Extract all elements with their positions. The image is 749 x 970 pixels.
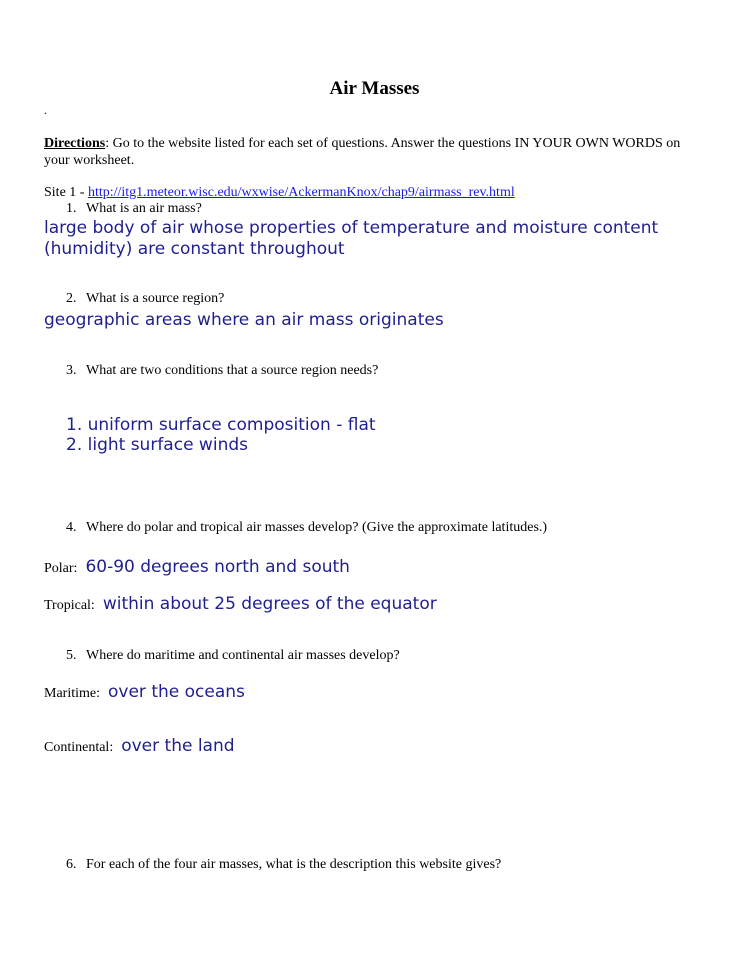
question-4 xyxy=(66,520,547,536)
answer-1-line-1: large body of air whose properties of temperature and moisture content xyxy=(44,218,659,238)
question-3-text: What are two conditions that a source region needs? xyxy=(86,363,379,378)
question-1-text: What is an air mass? xyxy=(86,201,202,216)
question-6-text: For each of the four air masses, what is the description this website gives? xyxy=(86,857,502,872)
site-line xyxy=(44,185,515,201)
answer-3-item-2: 2. light surface winds xyxy=(66,435,248,455)
question-4-text: Where do polar and tropical air masses develop? (Give the approximate latitudes.) xyxy=(86,520,548,535)
directions-paragraph xyxy=(44,135,709,169)
polar-label: Polar: xyxy=(44,561,78,576)
question-1 xyxy=(66,201,202,217)
question-2 xyxy=(66,291,224,307)
continental-label: Continental: xyxy=(44,740,114,755)
question-5-text: Where do maritime and continental air masses develop? xyxy=(86,648,400,663)
site-link[interactable]: http://itg1.meteor.wisc.edu/wxwise/AckermanKnox/chap9/airmass_rev.html xyxy=(87,185,515,200)
page-title: Air Masses xyxy=(329,78,420,99)
stray-mark: . xyxy=(44,103,47,117)
polar-answer: 60-90 degrees north and south xyxy=(85,557,350,577)
question-2-number: 2. xyxy=(66,291,77,306)
question-5 xyxy=(66,648,400,664)
question-5-number: 5. xyxy=(66,648,77,663)
maritime-label: Maritime: xyxy=(44,686,100,701)
question-1-number: 1. xyxy=(66,201,77,216)
directions-label: Directions xyxy=(44,136,106,151)
maritime-row xyxy=(44,682,245,702)
answer-1-line-2: (humidity) are constant throughout xyxy=(44,239,345,259)
tropical-row xyxy=(44,594,437,614)
site-prefix: Site 1 - xyxy=(44,185,88,200)
question-3 xyxy=(66,363,378,379)
maritime-answer: over the oceans xyxy=(108,682,245,702)
directions-text: : Go to the website listed for each set of questions. Answer the questions IN YOUR OWN WORDS on your worksheet. xyxy=(44,136,681,168)
continental-answer: over the land xyxy=(121,736,235,756)
question-6-number: 6. xyxy=(66,857,77,872)
question-6 xyxy=(66,857,501,873)
answer-3-item-1: 1. uniform surface composition - flat xyxy=(66,415,376,435)
question-3-number: 3. xyxy=(66,363,77,378)
answer-2: geographic areas where an air mass originates xyxy=(44,310,444,330)
tropical-answer: within about 25 degrees of the equator xyxy=(102,594,437,614)
polar-row xyxy=(44,557,350,577)
question-2-text: What is a source region? xyxy=(86,291,225,306)
tropical-label: Tropical: xyxy=(44,598,95,613)
question-4-number: 4. xyxy=(66,520,77,535)
continental-row xyxy=(44,736,235,756)
